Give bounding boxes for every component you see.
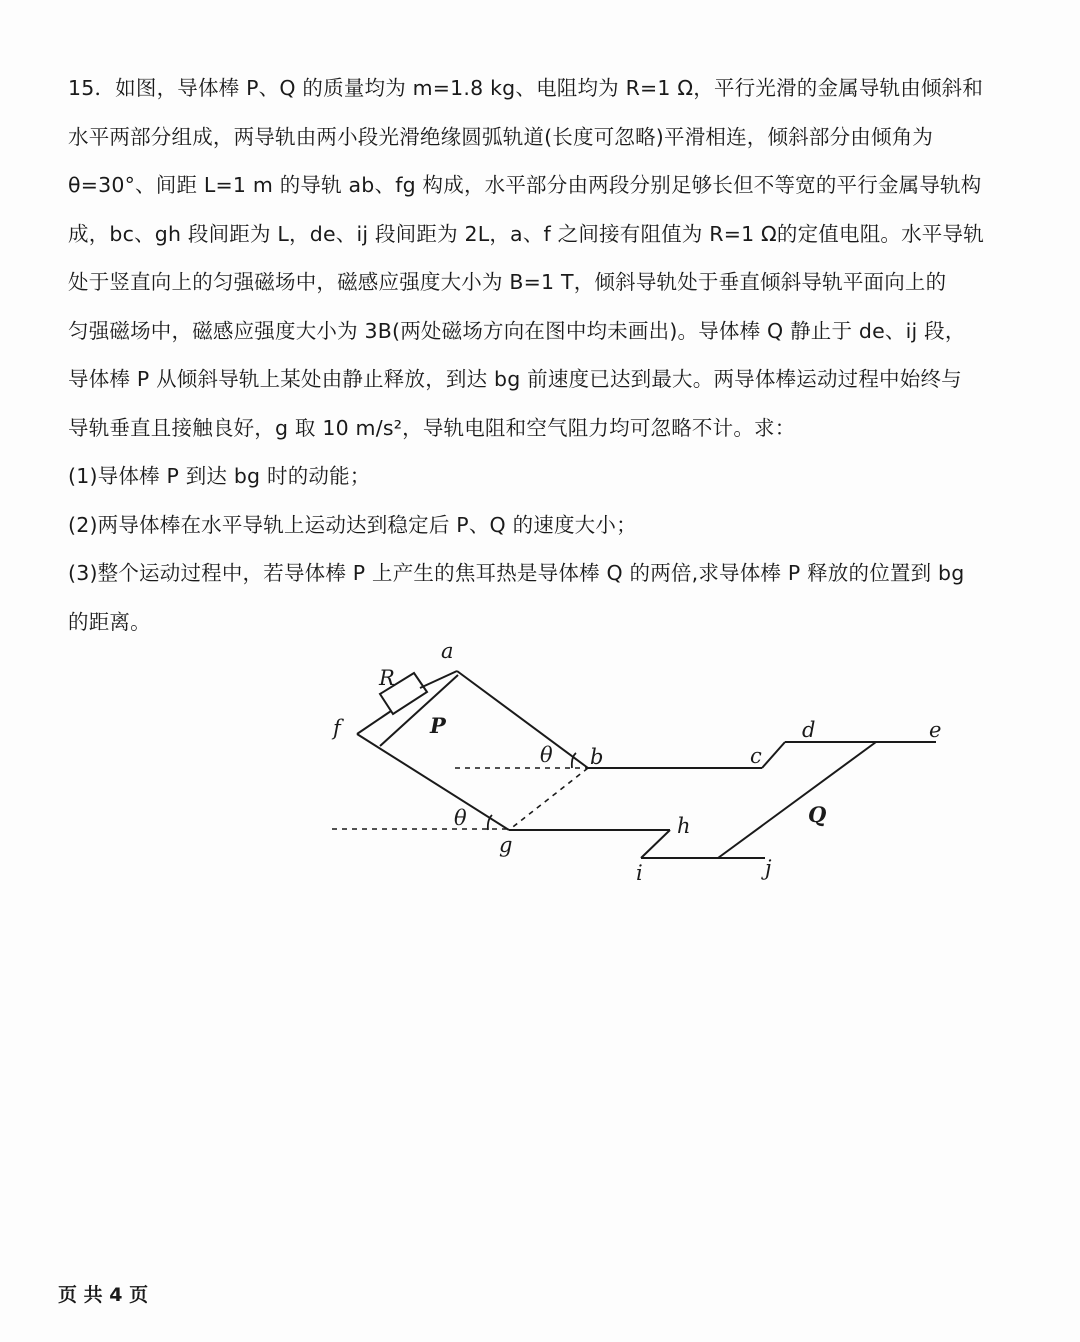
question-3: (3)整个运动过程中，若导体棒 P 上产生的焦耳热是导体棒 Q 的两倍,求导体棒 P 释放的位置到 bg	[68, 561, 965, 585]
label-j: j	[765, 856, 772, 880]
label-d: d	[802, 718, 816, 742]
label-theta-bottom: θ	[454, 806, 467, 830]
problem-text-line: 匀强磁场中，磁感应强度大小为 3B(两处磁场方向在图中均未画出)。导体棒 Q 静止于 de、ij 段，	[68, 318, 966, 343]
wire-a-resistor	[420, 671, 457, 688]
wire-f-resistor	[357, 711, 391, 734]
label-e: e	[929, 718, 942, 742]
label-f: f	[333, 716, 341, 740]
question-2: (2)两导体棒在水平导轨上运动达到稳定后 P、Q 的速度大小；	[68, 512, 637, 537]
problem-text-line: 水平两部分组成，两导轨由两小段光滑绝缘圆弧轨道(长度可忽略)平滑相连，倾斜部分由倾角为	[68, 124, 934, 149]
page-footer: 页 共 4 页	[58, 1284, 149, 1306]
label-g: g	[499, 833, 513, 857]
problem-text-line: 导轨垂直且接触良好，g 取 10 m/s²，导轨电阻和空气阻力均可忽略不计。求：	[68, 415, 796, 440]
rail-hi	[641, 830, 670, 858]
rail-ab	[457, 671, 588, 768]
problem-text-line: 处于竖直向上的匀强磁场中，磁感应强度大小为 B=1 T，倾斜导轨处于垂直倾斜导轨平面向上的	[68, 270, 947, 294]
label-theta-top: θ	[540, 743, 553, 767]
label-b: b	[590, 745, 604, 769]
rail-fg	[357, 734, 509, 830]
label-h: h	[677, 814, 691, 838]
problem-text-line: θ=30°、间距 L=1 m 的导轨 ab、fg 构成，水平部分由两段分别足够长但不等宽的平行金属导轨构	[68, 173, 982, 197]
problem-text-line: 成，bc、gh 段间距为 L，de、ij 段间距为 2L，a、f 之间接有阻值为 R=1 Ω的定值电阻。水平导轨	[68, 221, 984, 246]
problem-text-line: 15．如图，导体棒 P、Q 的质量均为 m=1.8 kg、电阻均为 R=1 Ω，平行光滑的金属导轨由倾斜和	[68, 76, 984, 100]
label-P: P	[430, 713, 446, 738]
label-c: c	[750, 744, 762, 768]
label-Q: Q	[808, 802, 827, 827]
dashed-bg	[509, 768, 588, 830]
rail-cd	[762, 742, 785, 768]
conductor-Q	[718, 742, 876, 858]
problem-text-line: 导体棒 P 从倾斜导轨上某处由静止释放，到达 bg 前速度已达到最大。两导体棒运动过程中始终与	[68, 367, 962, 391]
question-1: (1)导体棒 P 到达 bg 时的动能；	[68, 464, 371, 488]
question-3-continued: 的距离。	[68, 609, 151, 634]
label-a: a	[441, 639, 454, 663]
label-R: R	[379, 666, 395, 690]
label-i: i	[636, 861, 643, 885]
